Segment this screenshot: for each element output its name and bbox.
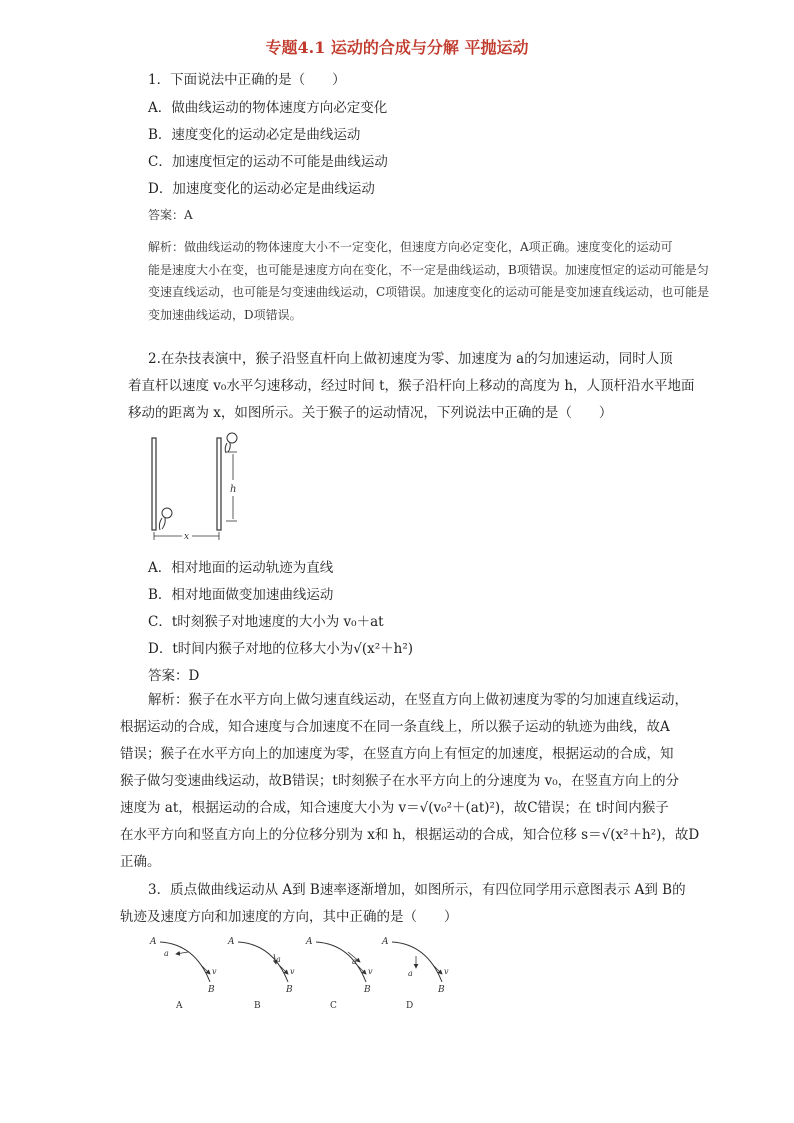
q2-explanation-line: 速度为 at，根据运动的合成，知合速度大小为 v＝√(v₀²＋(at)²)，故C错误；在 t时间内猴子	[120, 800, 669, 816]
q1-answer: 答案：A	[148, 208, 193, 222]
point-a-label: A	[382, 937, 389, 947]
q2-stem-line: 2.在杂技表演中，猴子沿竖直杆向上做初速度为零、加速度为 a的匀加速运动，同时人顶	[148, 351, 673, 367]
q1-explanation	[148, 236, 709, 326]
option-b-diagram	[227, 937, 295, 1011]
q1-explanation-line: 变加速曲线运动，D项错误。	[148, 307, 302, 322]
q2-explanation-line: 解析：猴子在水平方向上做匀速直线运动，在竖直方向上做初速度为零的匀加速直线运动，	[148, 692, 688, 708]
q2-explanation	[120, 687, 700, 876]
h-label: h	[230, 484, 237, 495]
acceleration-label: a	[408, 969, 413, 978]
q1-stem: 1．下面说法中正确的是（ ）	[148, 72, 346, 88]
q2-option-d: D．t时间内猴子对地的位移大小为√(x²＋h²)	[148, 641, 414, 657]
velocity-label: v	[368, 967, 373, 976]
acceleration-label: a	[164, 949, 169, 958]
q2-option-a: A．相对地面的运动轨迹为直线	[148, 560, 334, 576]
point-b-label: B	[208, 985, 215, 995]
q2-stem-line: 着直杆以速度 v₀水平匀速移动，经过时间 t，猴子沿杆向上移动的高度为 h，人顶杆沿水平地面	[128, 378, 695, 394]
q1-explanation-line: 解析：做曲线运动的物体速度大小不一定变化，但速度方向必定变化，A项正确。速度变化的运动可	[148, 240, 673, 254]
q1-option-d: D．加速度变化的运动必定是曲线运动	[148, 181, 375, 197]
q2-explanation-line: 正确。	[120, 854, 161, 870]
point-b-label: B	[364, 985, 371, 995]
option-c-diagram	[305, 937, 373, 1011]
q1-explanation-line: 能是速度大小在变，也可能是速度方向在变化，不一定是曲线运动，B项错误。加速度恒定的运动可能是匀	[148, 262, 709, 277]
q2-explanation-line: 错误；猴子在水平方向上的加速度为零，在竖直方向上有恒定的加速度，根据运动的合成，知	[120, 746, 674, 762]
q2-option-b: B．相对地面做变加速曲线运动	[148, 587, 334, 603]
option-a-diagram	[149, 937, 217, 1011]
velocity-label: v	[212, 967, 217, 976]
option-a-caption: A	[176, 1001, 183, 1011]
q2-answer: 答案：D	[148, 668, 200, 684]
q2-explanation-line: 猴子做匀变速曲线运动，故B错误；t时刻猴子在水平方向上的分速度为 v₀，在竖直方向上的分	[120, 773, 680, 789]
x-label: x	[184, 532, 190, 542]
q2-option-c: C．t时刻猴子对地速度的大小为 v₀＋at	[148, 614, 384, 630]
q2-explanation-line: 根据运动的合成，知合速度与合加速度不在同一条直线上，所以猴子运动的轨迹为曲线，故A	[120, 719, 670, 735]
velocity-label: v	[290, 967, 295, 976]
q2-explanation-line: 在水平方向和竖直方向上的分位移分别为 x和 h，根据运动的合成，知合位移 s＝√(x²＋h²)，故D	[120, 827, 700, 843]
point-b-label: B	[438, 985, 445, 995]
point-a-label: A	[306, 937, 313, 947]
q3-stem-line: 3．质点做曲线运动从 A到 B速率逐渐增加，如图所示，有四位同学用示意图表示 A到 B的	[148, 882, 686, 898]
document-title: 专题4.1 运动的合成与分解 平抛运动	[265, 38, 529, 57]
option-b-caption: B	[254, 1001, 261, 1011]
trajectory-options-figure	[140, 932, 460, 1014]
point-a-label: A	[150, 937, 157, 947]
point-b-label: B	[286, 985, 293, 995]
q3-stem-line: 轨迹及速度方向和加速度的方向，其中正确的是（ ）	[120, 909, 458, 925]
q3-stem	[120, 877, 686, 931]
acceleration-label: a	[352, 957, 357, 966]
q1-explanation-line: 变速直线运动，也可能是匀变速曲线运动，C项错误。加速度变化的运动可能是变加速直线运动，也可能是	[148, 285, 710, 299]
q1-option-b: B．速度变化的运动必定是曲线运动	[148, 127, 361, 143]
q1-option-c: C．加速度恒定的运动不可能是曲线运动	[148, 154, 388, 170]
q2-stem	[128, 346, 695, 427]
acceleration-label: a	[276, 955, 281, 964]
option-d-caption: D	[406, 1001, 414, 1011]
point-a-label: A	[228, 937, 235, 947]
option-d-diagram	[381, 937, 449, 1011]
monkey-pole-figure	[140, 430, 260, 548]
q1-option-a: A．做曲线运动的物体速度方向必定变化	[148, 100, 388, 116]
velocity-label: v	[444, 967, 449, 976]
q2-stem-line: 移动的距离为 x，如图所示。关于猴子的运动情况，下列说法中正确的是（ ）	[128, 405, 613, 421]
option-c-caption: C	[330, 1001, 337, 1011]
